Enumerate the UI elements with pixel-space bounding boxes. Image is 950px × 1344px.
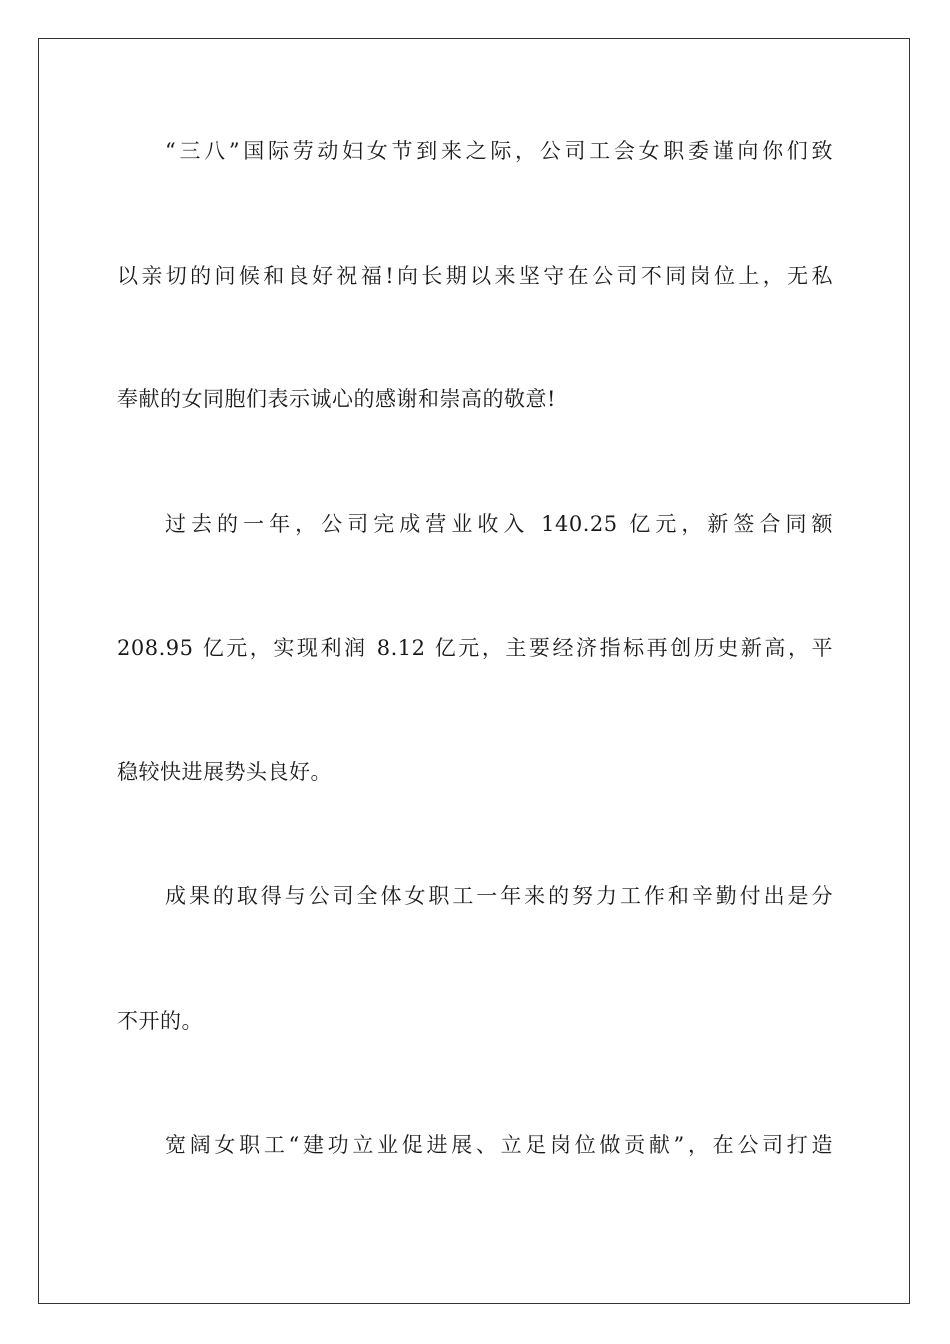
paragraph-2-line-3: 稳较快进展势头良好。 [117,760,332,784]
paragraph-1-line-2: 以亲切的问候和良好祝福!向长期以来坚守在公司不同岗位上，无私 [117,264,833,288]
paragraph-2-line-2: 208.95 亿元，实现利润 8.12 亿元，主要经济指标再创历史新高，平 [117,636,833,660]
paragraph-1-line-3: 奉献的女同胞们表示诚心的感谢和崇高的敬意! [117,387,556,411]
page-border [38,38,910,1304]
paragraph-3-line-1: 成果的取得与公司全体女职工一年来的努力工作和辛勤付出是分 [165,884,833,908]
paragraph-2-line-1: 过去的一年，公司完成营业收入 140.25 亿元，新签合同额 [165,512,833,536]
paragraph-4-line-1: 宽阔女职工“建功立业促进展、立足岗位做贡献”，在公司打造 [165,1133,833,1157]
paragraph-3-line-2: 不开的。 [117,1009,203,1033]
paragraph-1-line-1: “三八”国际劳动妇女节到来之际，公司工会女职委谨向你们致 [165,139,833,163]
